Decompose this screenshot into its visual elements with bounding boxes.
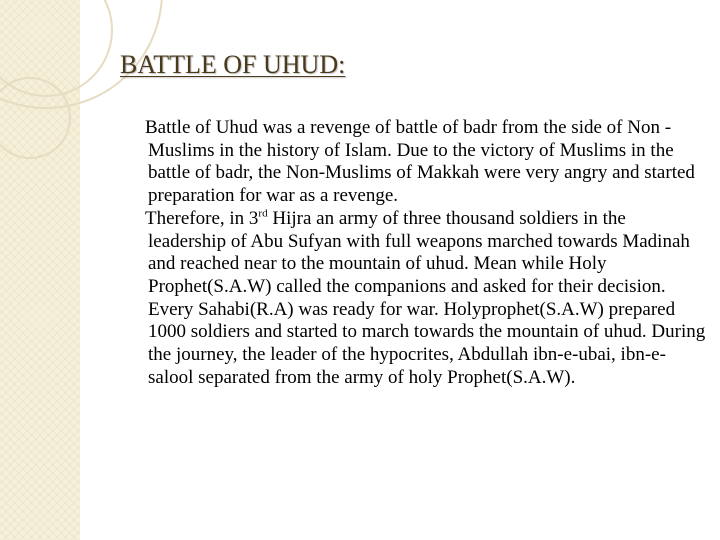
paragraph-2 xyxy=(145,208,707,390)
paragraph-2-rest: Hijra an army of three thousand soldiers in the leadership of Abu Sufyan with full weapons marched towards Madinah and reached near to the mountain of uhud. Mean while Holy Prophet(S.A.W) called the companions and asked for their decision. Every Sahabi(R.A) was ready for war. Holyprophet(S.A.W) prepared 1000 soldiers and started to march towards the mountain of uhud. During the journey, the leader of the hypocrites, Abdullah ibn-e-ubai, ibn-e-salool separated from the army of holy Prophet(S.A.W). xyxy=(148,207,706,388)
decorative-side-panel xyxy=(0,0,80,540)
paragraph-2-start: Therefore, in 3 xyxy=(145,207,259,229)
slide-body xyxy=(145,117,707,389)
paragraph-1: Battle of Uhud was a revenge of battle of badr from the side of Non -Muslims in the history of Islam. Due to the victory of Muslims in the battle of badr, the Non-Muslims of Makkah were very angry and started preparation for war as a revenge. xyxy=(145,117,695,207)
slide-title: BATTLE OF UHUD: xyxy=(120,50,346,79)
ordinal-superscript: rd xyxy=(258,207,268,220)
